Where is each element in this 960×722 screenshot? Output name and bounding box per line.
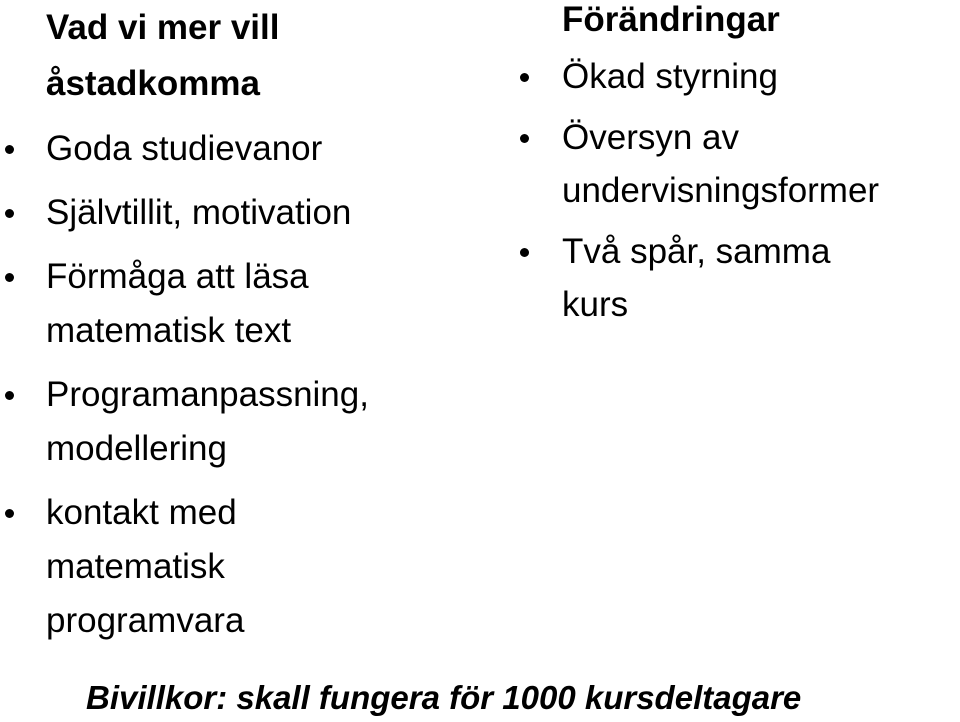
- list-item-line: Översyn av: [562, 118, 739, 157]
- list-item: [0, 250, 500, 358]
- bullet-icon: [520, 248, 529, 257]
- list-item-line: modellering: [46, 429, 227, 468]
- list-item: [512, 225, 960, 331]
- left-heading-line-2: åstadkomma: [46, 64, 260, 103]
- list-item: [0, 486, 500, 648]
- list-item-line: Två spår, samma: [562, 232, 831, 271]
- left-bullet-list: [0, 122, 500, 648]
- list-item-line: matematisk: [46, 547, 225, 586]
- list-item: [0, 186, 500, 240]
- bullet-icon: [520, 73, 529, 82]
- right-bullet-list: [512, 50, 960, 331]
- list-item-line: Programanpassning,: [46, 375, 369, 414]
- bullet-icon: [5, 509, 14, 518]
- bullet-icon: [5, 391, 14, 400]
- list-item-line: Förmåga att läsa: [46, 257, 309, 296]
- bullet-icon: [5, 209, 14, 218]
- list-item-line: Goda studievanor: [46, 129, 323, 168]
- list-item-line: kontakt med: [46, 493, 237, 532]
- bullet-icon: [520, 134, 529, 143]
- left-heading: [0, 0, 500, 112]
- right-column: [512, 0, 960, 339]
- left-heading-line-1: Vad vi mer vill: [46, 8, 280, 47]
- left-column: [0, 0, 500, 658]
- list-item-line: programvara: [46, 601, 245, 640]
- bullet-icon: [5, 145, 14, 154]
- list-item-line: undervisningsformer: [562, 171, 880, 210]
- list-item-line: Ökad styrning: [562, 57, 778, 96]
- list-item-line: matematisk text: [46, 311, 292, 350]
- list-item-line: kurs: [562, 285, 629, 324]
- right-heading: Förändringar: [562, 0, 780, 39]
- list-item-line: Självtillit, motivation: [46, 193, 352, 232]
- list-item: [0, 122, 500, 176]
- bullet-icon: [5, 273, 14, 282]
- list-item: [512, 50, 960, 103]
- list-item: [0, 368, 500, 476]
- footer-constraint: Bivillkor: skall fungera för 1000 kursdeltagare: [86, 679, 802, 716]
- list-item: [512, 111, 960, 217]
